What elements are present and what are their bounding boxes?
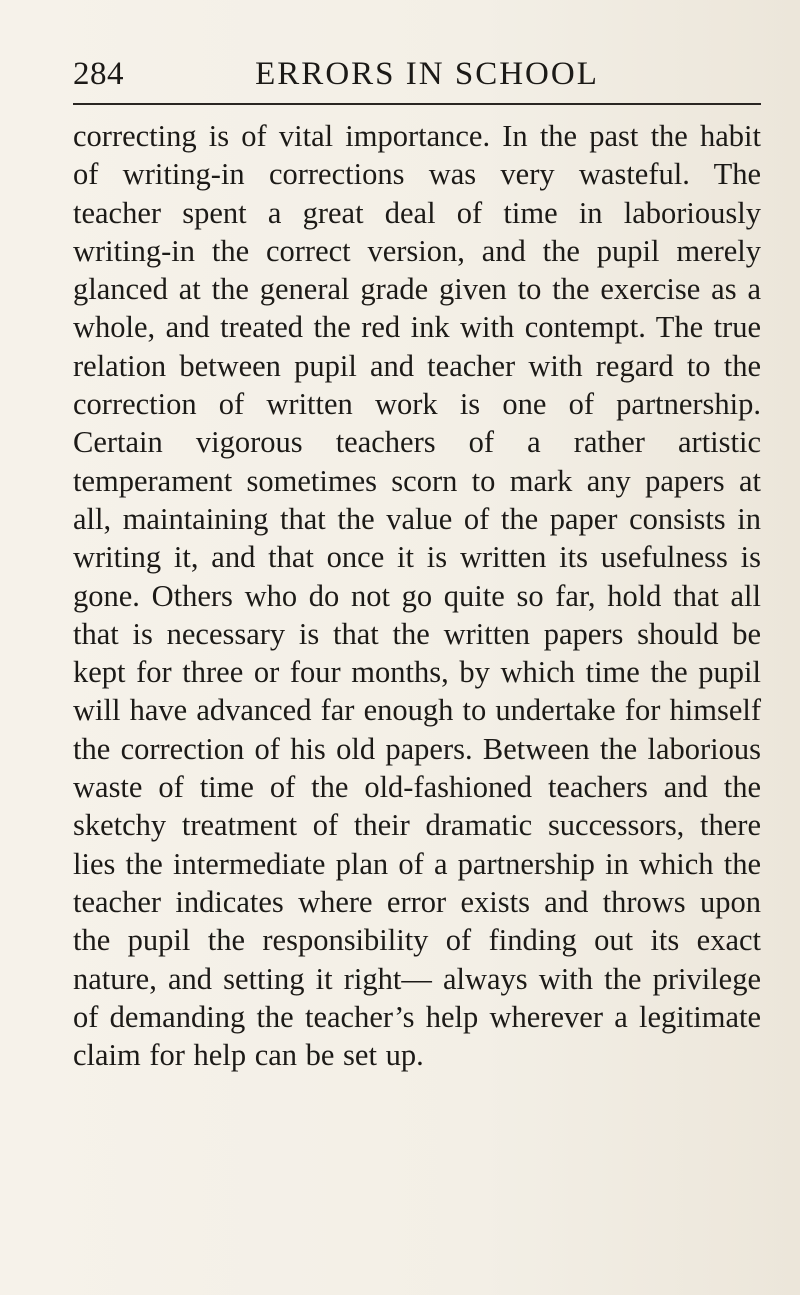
- page-number: 284: [73, 56, 124, 92]
- running-head: [73, 56, 761, 104]
- header-rule: [73, 103, 761, 105]
- body-paragraph: correcting is of vital importance. In the past the habit of writing-in corrections was very wasteful. The teacher spent a great deal of time in laboriously writing-in the correct version, and the pupil merely glanced at the general grade given to the exercise as a whole, and treated the red ink with contempt. The true relation between pupil and teacher with regard to the correction of written work is one of partnership. Certain vigorous teachers of a rather artistic temperament sometimes scorn to mark any papers at all, maintaining that the value of the paper consists in writing it, and that once it is written its usefulness is gone. Others who do not go quite so far, hold that all that is necessary is that the written papers should be kept for three or four months, by which time the pupil will have advanced far enough to undertake for himself the correction of his old papers. Between the laborious waste of time of the old-fashioned teachers and the sketchy treatment of their dramatic successors, there lies the intermediate plan of a partnership in which the teacher indicates where error exists and throws upon the pupil the responsibility of finding out its exact nature, and setting it right— always with the privilege of demanding the teacher’s help wherever a legitimate claim for help can be set up.: [73, 119, 761, 1073]
- running-title: ERRORS IN SCHOOL: [255, 56, 599, 92]
